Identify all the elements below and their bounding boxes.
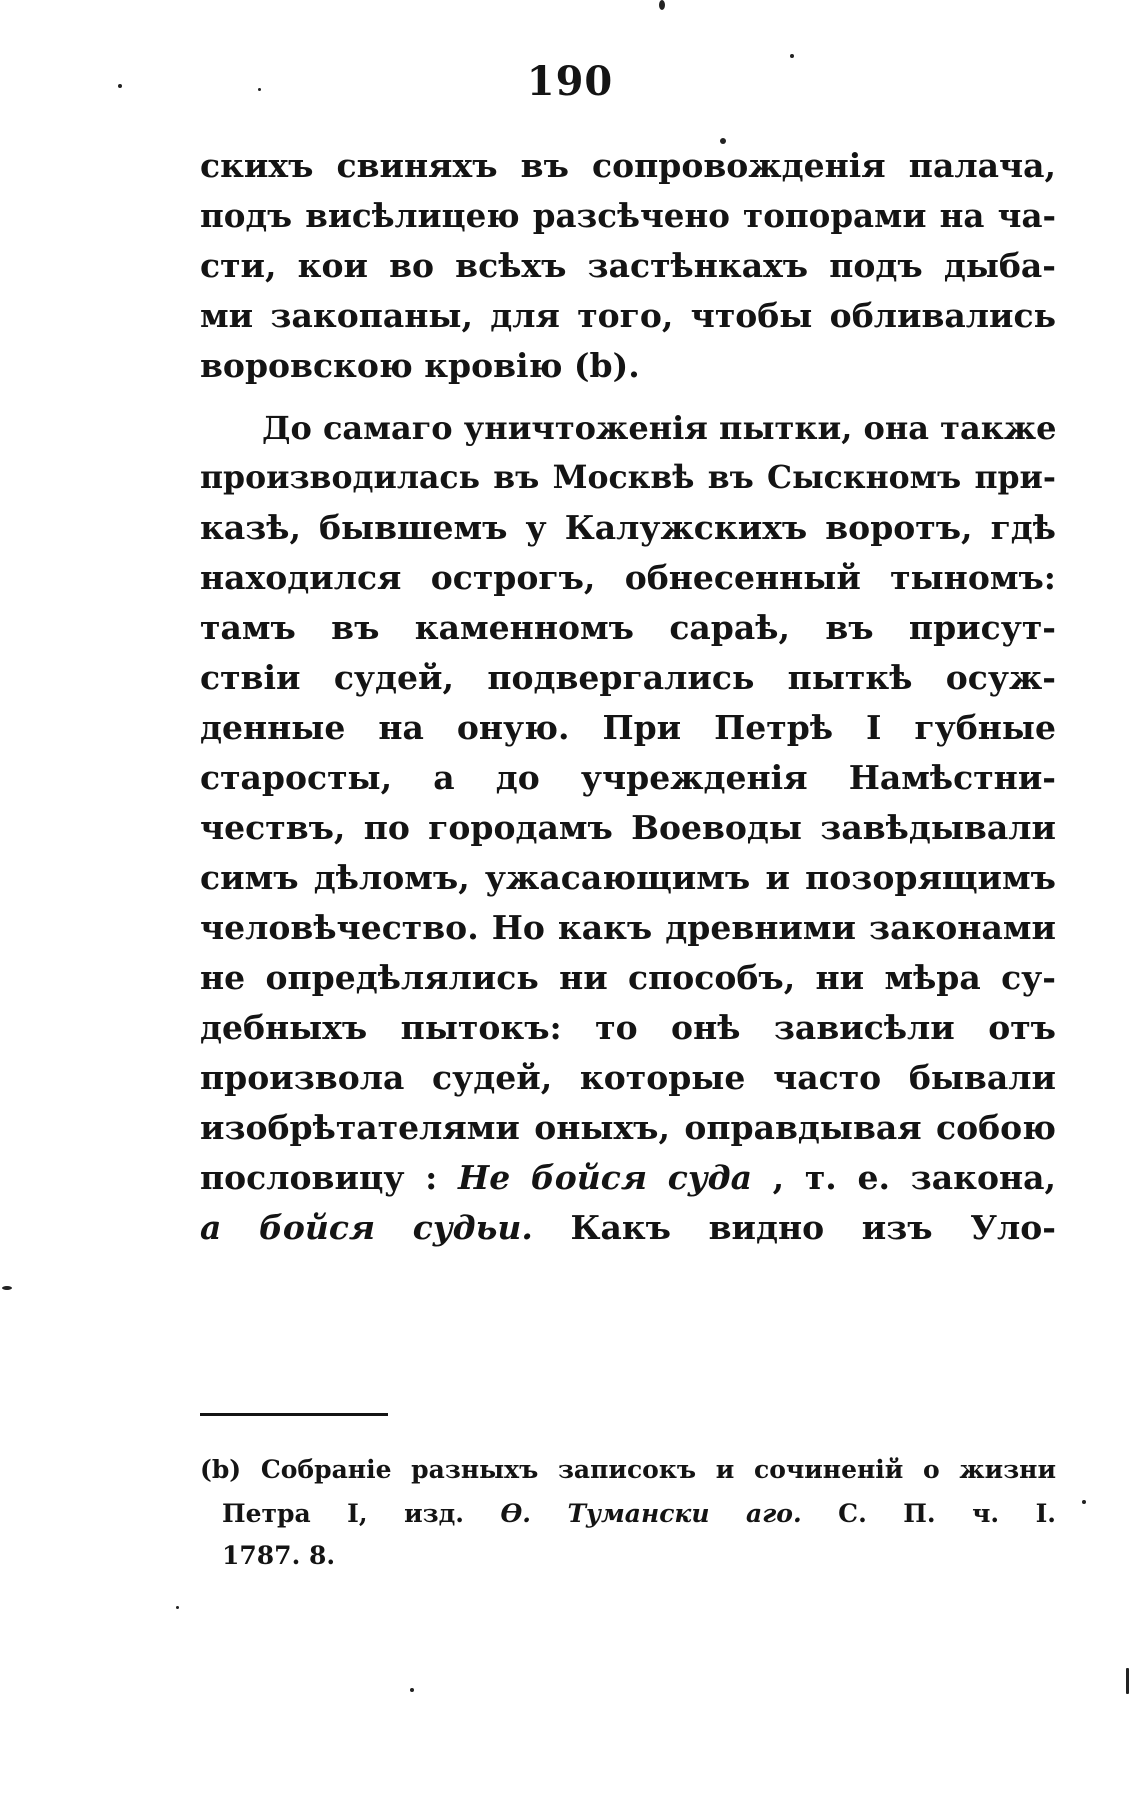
proverb-line [200,1158,1056,1198]
text-line: казѣ, бывшемъ у Калужскихъ воротъ, гдѣ [200,508,1056,547]
text-line: изобрѣтателями оныхъ, оправдывая собою [200,1108,1056,1147]
scan-speck [258,88,261,91]
text-line: подъ висѣлицею разсѣчено топорами на ча- [200,196,1056,235]
text-line: скихъ свиняхъ въ сопровожденія палача, [200,146,1056,185]
proverb-italic: Не бойся суда [458,1158,752,1197]
page-number: 190 [526,58,614,105]
footnote-tail: С. П. ч. I. [838,1499,1056,1528]
footnote-line [222,1498,1056,1530]
scan-speck [118,84,122,88]
text-line: ми закопаны, для того, чтобы обливались [200,296,1056,335]
text-line: человѣчество. Но какъ древними законами [200,908,1056,947]
scan-speck [1082,1500,1086,1504]
text-line: симъ дѣломъ, ужасающимъ и позорящимъ [200,858,1056,897]
text-line: производилась въ Москвѣ въ Сыскномъ при- [200,459,1056,496]
text-line: ствіи судей, подвергались пыткѣ осуж- [200,658,1056,697]
text-line: произвола судей, которые часто бывали [200,1058,1056,1097]
text-line: дебныхъ пытокъ: то онѣ зависѣли отъ [200,1008,1056,1047]
final-tail: Какъ видно изъ Уло- [570,1208,1056,1247]
text-line: тамъ въ каменномъ сараѣ, въ присут- [200,608,1056,647]
text-line: старосты, а до учрежденія Намѣстни- [200,758,1056,797]
final-italic: а бойся судьи. [200,1208,533,1247]
scan-speck [659,0,665,10]
footnote-lead: Петра I, изд. [222,1499,464,1528]
footnote-line: (b) Собраніе разныхъ записокъ и сочиненій о жизни [200,1455,1056,1484]
scan-speck [790,54,794,58]
final-line [200,1208,1056,1248]
footnote-divider [200,1413,388,1416]
text-line: не опредѣлялись ни способъ, ни мѣра су- [200,958,1056,997]
scan-speck [176,1606,179,1609]
proverb-tail: , т. е. закона, [772,1158,1056,1197]
scan-speck [720,138,726,144]
scan-speck [1126,1668,1129,1694]
text-line: сти, кои во всѣхъ застѣнкахъ подъ дыба- [200,246,1056,285]
text-line: денные на оную. При Петрѣ I губные [200,708,1056,747]
text-line: До самаго уничтоженія пытки, она также [262,409,1057,447]
proverb-lead: пословицу : [200,1158,438,1197]
text-line: находился острогъ, обнесенный тыномъ: [200,558,1056,597]
footnote-line: 1787. 8. [222,1541,336,1570]
footnote-author: Ѳ. Тумански аго. [500,1499,802,1528]
text-line: чествъ, по городамъ Воеводы завѣдывали [200,808,1056,847]
text-line: воровскою кровію (b). [200,346,640,385]
scan-speck [410,1688,414,1692]
scan-speck [2,1286,12,1290]
